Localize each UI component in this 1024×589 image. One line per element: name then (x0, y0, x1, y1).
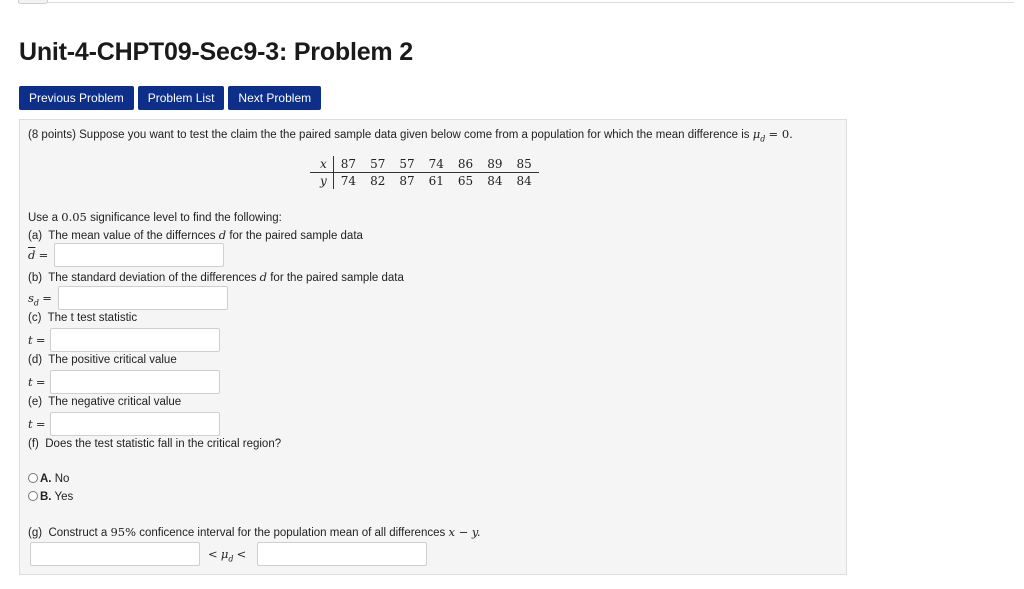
ci-middle-expression: < $\mu_d$ < (208, 547, 247, 564)
ci-upper-bound-input[interactable] (257, 542, 427, 566)
page-title: Unit-4-CHPT09-Sec9-3: Problem 2 (19, 38, 413, 66)
next-problem-button[interactable]: Next Problem (228, 86, 321, 110)
x-row (310, 156, 539, 173)
x-value: 87 (333, 156, 363, 173)
significance-text: Use a 0.05 significance level to find the following: (28, 210, 282, 224)
part-e-text: (e) The negative critical value (28, 396, 182, 408)
negative-critical-value-input[interactable] (50, 412, 220, 436)
part-e-prefix: t = (28, 417, 46, 431)
y-value: 61 (428, 174, 444, 188)
y-value: 65 (457, 174, 474, 188)
mean-difference-input[interactable] (54, 243, 224, 267)
y-label: y (310, 173, 333, 190)
part-c-text: (c) The t test statistic (28, 312, 138, 324)
x-value: 74 (422, 156, 451, 173)
top-tab (18, 0, 48, 4)
radio-button[interactable] (28, 473, 38, 483)
part-a-prefix: $\overline{d}$ = (28, 248, 49, 262)
previous-problem-button[interactable]: Previous Problem (19, 86, 134, 110)
part-f-text: (f) Does the test statistic fall in the critical region? (28, 438, 282, 450)
part-d-prefix: t = (28, 375, 46, 389)
test-statistic-input[interactable] (50, 328, 220, 352)
part-c-prefix: t = (28, 333, 46, 347)
y-row (310, 173, 539, 190)
std-dev-difference-input[interactable] (58, 286, 228, 310)
x-value: 85 (509, 156, 538, 173)
problem-panel (19, 119, 847, 575)
part-g-text: (g) Construct a 95% conficence interval for the population mean of all differences x − y. (28, 525, 481, 539)
x-value: 86 (451, 156, 480, 173)
ci-lower-bound-input[interactable] (30, 542, 200, 566)
y-value: 82 (370, 174, 386, 188)
positive-critical-value-input[interactable] (50, 370, 220, 394)
option-b-yes[interactable]: B. Yes (28, 491, 73, 503)
y-value: 74 (340, 174, 357, 188)
y-value: 87 (399, 174, 415, 188)
radio-button[interactable] (28, 491, 38, 501)
y-value: 84 (487, 174, 503, 188)
part-a-text: (a) The mean value of the differnces d for the paired sample data (28, 228, 363, 242)
part-b-text: (b) The standard deviation of the differences d for the paired sample data (28, 270, 404, 284)
problem-list-button[interactable]: Problem List (138, 86, 225, 110)
problem-nav (19, 86, 321, 110)
problem-intro: (8 points) Suppose you want to test the claim the the paired sample data given below come from a population for which the mean difference is $\mu_d = 0$. (28, 127, 793, 144)
top-divider (18, 0, 1014, 3)
mu-d-symbol: $\mu_d$ (752, 127, 766, 144)
part-b-prefix: $s_d$ = (28, 291, 52, 308)
paired-data-table (310, 156, 539, 189)
x-value: 57 (363, 156, 392, 173)
x-label: x (310, 156, 333, 173)
y-value: 84 (516, 174, 532, 188)
part-d-text: (d) The positive critical value (28, 354, 177, 366)
x-value: 89 (480, 156, 509, 173)
x-value: 57 (392, 156, 421, 173)
option-a-no[interactable]: A. No (28, 473, 69, 485)
